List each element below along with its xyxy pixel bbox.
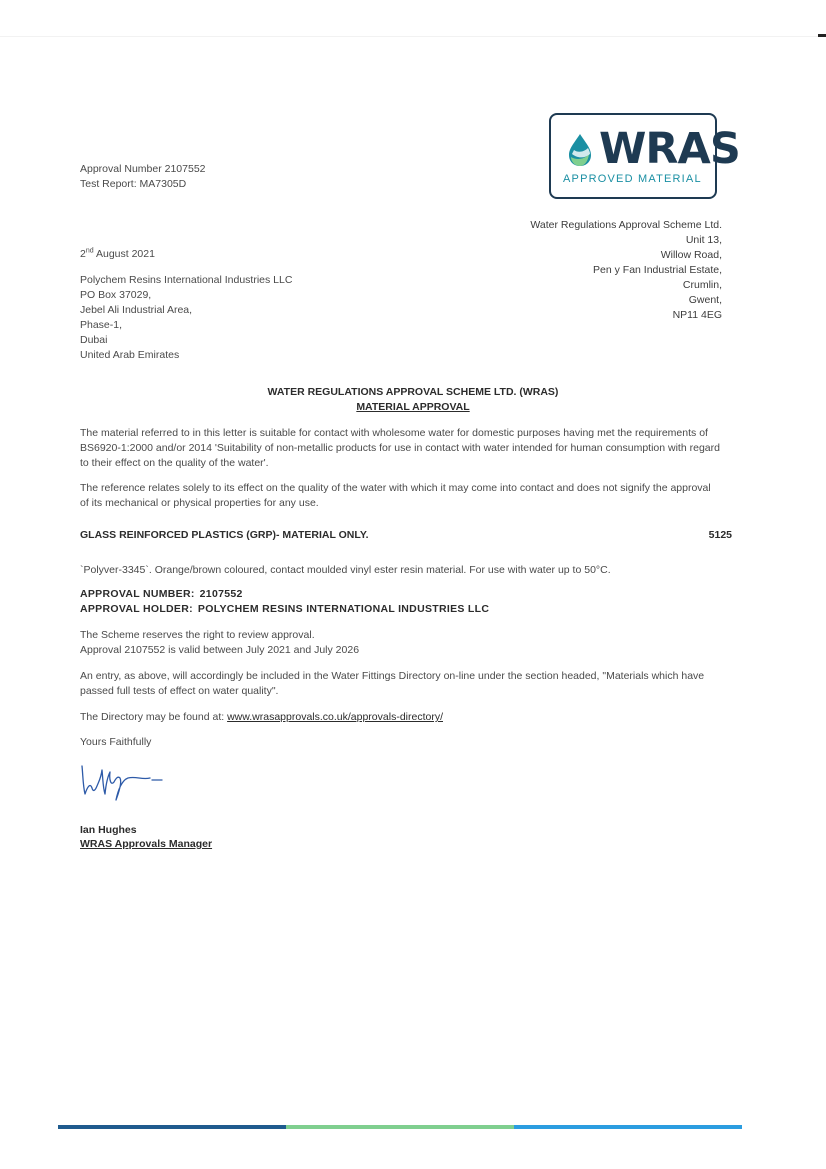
signatory-name: Ian Hughes <box>80 824 137 836</box>
material-description: `Polyver-3345`. Orange/brown coloured, contact moulded vinyl ester resin material. For use with water up to 50°C. <box>80 564 611 576</box>
sender-address <box>530 218 722 323</box>
handwritten-signature <box>78 758 168 806</box>
addressee-address <box>80 273 292 363</box>
directory-link[interactable]: www.wrasapprovals.co.uk/approvals-directory/ <box>227 711 443 723</box>
letter-heading: WATER REGULATIONS APPROVAL SCHEME LTD. (WRAS) <box>267 386 559 398</box>
material-heading: GLASS REINFORCED PLASTICS (GRP)- MATERIAL ONLY. <box>80 529 369 541</box>
addressee-line: United Arab Emirates <box>80 349 180 361</box>
date-rest: August 2021 <box>93 248 155 260</box>
footer-bar-green <box>286 1125 514 1129</box>
sender-line: Pen y Fan Industrial Estate, <box>593 264 722 276</box>
addressee-line: Dubai <box>80 334 108 346</box>
approval-holder-row <box>80 603 489 615</box>
wras-logo <box>549 113 740 199</box>
letter-date <box>80 247 155 262</box>
review-paragraph <box>80 628 720 658</box>
closing-line: Yours Faithfully <box>80 736 152 748</box>
footer-bar-navy <box>58 1125 286 1129</box>
signatory-role: WRAS Approvals Manager <box>80 838 213 850</box>
approval-number-line: Approval Number 2107552 <box>80 163 206 175</box>
water-drop-icon <box>564 132 596 168</box>
approval-number-label: APPROVAL NUMBER: <box>80 588 195 600</box>
addressee-line: Polychem Resins International Industries LLC <box>80 274 293 286</box>
logo-wordmark: WRAS <box>599 124 740 174</box>
addressee-line: Jebel Ali Industrial Area, <box>80 304 193 316</box>
review-line: The Scheme reserves the right to review approval. <box>80 629 315 641</box>
validity-line: Approval 2107552 is valid between July 2021 and July 2026 <box>80 644 360 656</box>
logo-subtitle: APPROVED MATERIAL <box>563 173 702 185</box>
scope-paragraph: The reference relates solely to its effect on the quality of the water with which it may come into contact and does not signify the approval of its mechanical or physical properties for any use. <box>80 482 711 509</box>
suitability-paragraph: The material referred to in this letter is suitable for contact with wholesome water for domestic purposes having met the requirements of BS6920-1:2000 and/or 2014 'Suitability of non-metallic products for use in contact with water intended for human consumption with regard to their effect on the quality of the water'. <box>80 427 720 469</box>
sender-line: Crumlin, <box>682 279 722 291</box>
material-code: 5125 <box>708 529 732 541</box>
approval-holder-label: APPROVAL HOLDER: <box>80 603 193 615</box>
directory-prefix: The Directory may be found at: <box>80 711 228 723</box>
directory-line <box>80 710 720 725</box>
test-report-line: Test Report: MA7305D <box>80 178 187 190</box>
addressee-line: Phase-1, <box>80 319 123 331</box>
scan-edge-line <box>0 36 826 37</box>
sender-line: Water Regulations Approval Scheme Ltd. <box>530 219 722 231</box>
approval-holder-value: POLYCHEM RESINS INTERNATIONAL INDUSTRIES LLC <box>197 603 490 615</box>
date-day: 2 <box>80 248 86 260</box>
addressee-line: PO Box 37029, <box>80 289 152 301</box>
reference-block <box>80 162 206 192</box>
sender-line: NP11 4EG <box>672 309 722 321</box>
directory-entry-paragraph: An entry, as above, will accordingly be included in the Water Fittings Directory on-line under the section headed, "Materials which have passed full tests of effect on water quality". <box>80 670 705 697</box>
approval-number-row <box>80 588 243 600</box>
sender-line: Unit 13, <box>685 234 722 246</box>
letter-subheading: MATERIAL APPROVAL <box>356 401 470 413</box>
corner-mark <box>818 34 826 37</box>
date-suffix: nd <box>85 247 94 255</box>
sender-line: Willow Road, <box>660 249 722 261</box>
sender-line: Gwent, <box>688 294 722 306</box>
approval-number-value: 2107552 <box>199 588 243 600</box>
footer-bar-blue <box>514 1125 742 1129</box>
